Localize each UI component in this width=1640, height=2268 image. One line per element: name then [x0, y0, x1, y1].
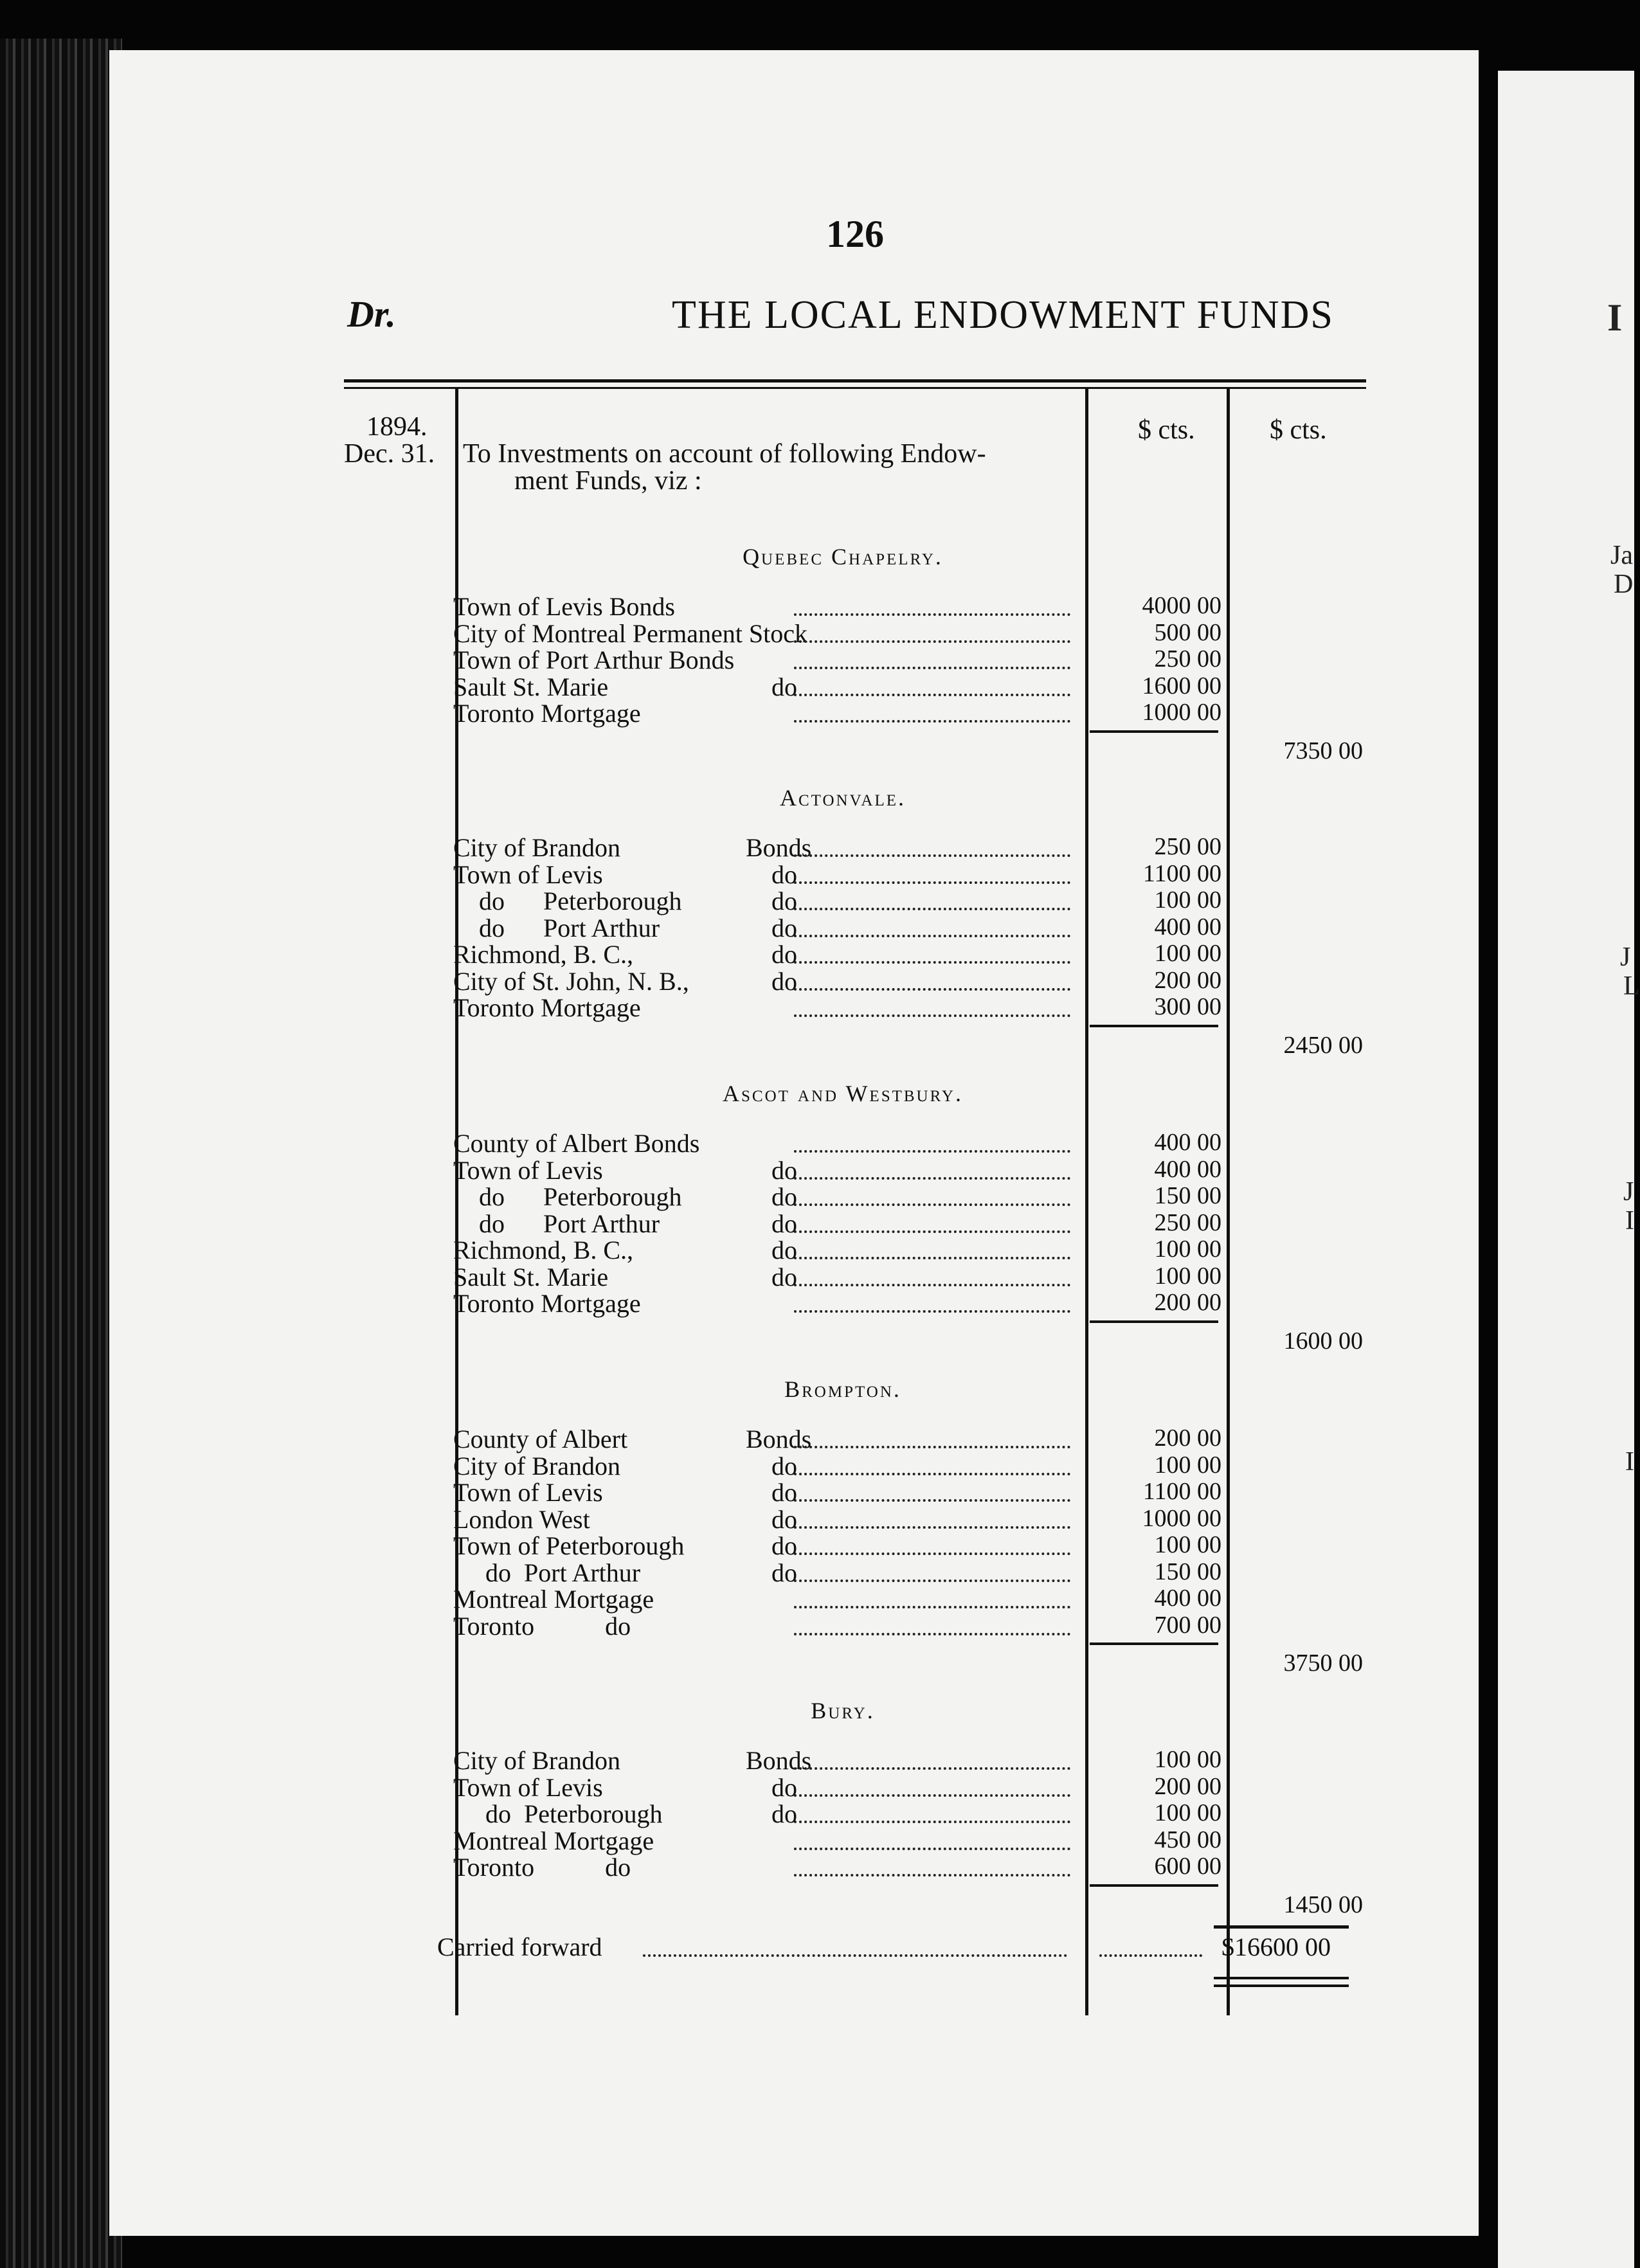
row-amount: 400 00 — [1154, 1155, 1221, 1183]
row-type: do — [771, 940, 797, 969]
row-label: Toronto do — [453, 1611, 631, 1641]
row-type: Bonds — [746, 1746, 812, 1775]
row-label: Town of Port Arthur Bonds — [453, 645, 735, 674]
row-label: do Port Arthur — [453, 913, 660, 942]
leader-dots — [1099, 1954, 1202, 1957]
section-total: 1450 00 — [1283, 1891, 1363, 1918]
subtotal-rule — [1090, 1025, 1218, 1027]
leader-dots — [794, 1446, 1070, 1448]
row-label: Richmond, B. C., — [453, 1236, 634, 1264]
row-amount: 1000 00 — [1142, 699, 1221, 726]
row-label: Town of Levis — [453, 1772, 603, 1802]
section-total: 3750 00 — [1283, 1650, 1363, 1677]
leader-dots — [794, 1821, 1070, 1823]
row-amount: 250 00 — [1154, 1209, 1221, 1236]
leader-dots — [794, 1177, 1070, 1180]
leader-dots — [794, 640, 1070, 643]
column-header-dollars-cents: $ cts. — [1270, 415, 1327, 445]
row-amount: 300 00 — [1154, 993, 1221, 1020]
leader-dots — [643, 1954, 1067, 1957]
row-amount: 250 00 — [1154, 833, 1221, 860]
row-amount: 200 00 — [1154, 1425, 1221, 1452]
leader-dots — [794, 1874, 1070, 1877]
row-type: Bonds — [746, 1425, 812, 1454]
row-type: do — [771, 1236, 797, 1264]
double-rule — [1214, 1985, 1349, 1987]
row-amount: 100 00 — [1154, 887, 1221, 914]
row-label: City of Brandon — [453, 1451, 620, 1480]
row-label: Town of Levis — [453, 860, 603, 889]
row-amount: 200 00 — [1154, 1289, 1221, 1316]
column-header-dollars-cents: $ cts. — [1138, 415, 1195, 445]
intro-line: To Investments on account of following Endow- — [463, 439, 986, 469]
leader-dots — [794, 1230, 1070, 1233]
page-number: 126 — [826, 213, 884, 255]
row-type: do — [771, 913, 797, 942]
row-type: do — [771, 1531, 797, 1560]
facing-page-mark: J — [1623, 1177, 1634, 1207]
row-amount: 400 00 — [1154, 913, 1221, 941]
subtotal-rule — [1090, 1643, 1218, 1645]
header-rule — [344, 387, 1366, 389]
subtotal-rule — [1090, 1884, 1218, 1887]
row-amount: 400 00 — [1154, 1129, 1221, 1156]
date-day: Dec. 31. — [344, 439, 435, 469]
facing-page-mark: L — [1623, 971, 1640, 1001]
row-label: do Peterborough — [453, 1799, 663, 1828]
row-type: do — [771, 966, 797, 996]
row-type: do — [771, 860, 797, 889]
section-heading: Actonvale. — [779, 785, 906, 811]
row-type: do — [771, 1772, 797, 1802]
row-amount: 100 00 — [1154, 1451, 1221, 1479]
row-amount: 100 00 — [1154, 940, 1221, 967]
row-label: Toronto do — [453, 1853, 631, 1882]
carried-forward-total: $16600 00 — [1221, 1932, 1331, 1961]
leader-dots — [794, 1203, 1070, 1206]
row-type: Bonds — [746, 833, 812, 862]
leader-dots — [794, 1526, 1070, 1529]
leader-dots — [794, 720, 1070, 723]
leader-dots — [794, 1473, 1070, 1475]
row-amount: 1000 00 — [1142, 1504, 1221, 1532]
row-label: Sault St. Marie — [453, 1262, 609, 1292]
row-label: do Peterborough — [453, 887, 682, 915]
row-amount: 700 00 — [1154, 1611, 1221, 1639]
row-amount: 450 00 — [1154, 1826, 1221, 1853]
row-label: Toronto Mortgage — [453, 993, 641, 1022]
page-title: THE LOCAL ENDOWMENT FUNDS — [672, 293, 1334, 337]
leader-dots — [794, 988, 1070, 991]
double-rule — [1214, 1925, 1349, 1929]
facing-page-edge — [1498, 71, 1640, 2268]
double-rule — [1214, 1977, 1349, 1979]
row-amount: 250 00 — [1154, 645, 1221, 672]
row-label: Town of Levis — [453, 1478, 603, 1507]
leader-dots — [794, 694, 1070, 696]
row-amount: 600 00 — [1154, 1853, 1221, 1880]
leader-dots — [794, 1310, 1070, 1313]
leader-dots — [794, 1499, 1070, 1502]
row-type: do — [771, 1478, 797, 1507]
leader-dots — [794, 1553, 1070, 1555]
facing-page-mark: I — [1625, 1447, 1634, 1477]
row-type: do — [771, 1209, 797, 1238]
row-type: do — [771, 1262, 797, 1292]
row-label: Toronto Mortgage — [453, 699, 641, 728]
row-label: do Peterborough — [453, 1182, 682, 1211]
row-label: London West — [453, 1504, 590, 1534]
row-type: do — [771, 1451, 797, 1480]
row-label: Sault St. Marie — [453, 672, 609, 701]
leader-dots — [794, 1257, 1070, 1259]
row-amount: 4000 00 — [1142, 592, 1221, 619]
row-amount: 100 00 — [1154, 1746, 1221, 1773]
row-amount: 400 00 — [1154, 1585, 1221, 1612]
row-label: Town of Levis Bonds — [453, 592, 675, 621]
row-type: do — [771, 1558, 797, 1587]
leader-dots — [794, 961, 1070, 964]
row-amount: 150 00 — [1154, 1182, 1221, 1209]
section-heading: Ascot and Westbury. — [723, 1081, 963, 1106]
row-type: do — [771, 887, 797, 915]
row-amount: 100 00 — [1154, 1799, 1221, 1826]
leader-dots — [794, 1848, 1070, 1850]
leader-dots — [794, 935, 1070, 937]
section-total: 7350 00 — [1283, 737, 1363, 764]
section-heading: Quebec Chapelry. — [743, 544, 943, 570]
row-type: do — [771, 1504, 797, 1534]
date-year: 1894. — [366, 412, 428, 442]
facing-page-mark: I — [1607, 296, 1623, 339]
leader-dots — [794, 1633, 1070, 1635]
facing-page-mark: D — [1614, 570, 1634, 599]
row-label: County of Albert Bonds — [453, 1129, 700, 1158]
leader-dots — [794, 1767, 1070, 1770]
row-label: Richmond, B. C., — [453, 940, 634, 969]
row-label: City of Brandon — [453, 1746, 620, 1775]
facing-page-mark: Ja — [1610, 541, 1633, 570]
header-rule — [344, 379, 1366, 382]
leader-dots — [794, 1580, 1070, 1582]
total-column-rule — [1227, 389, 1230, 2015]
row-amount: 100 00 — [1154, 1531, 1221, 1558]
row-amount: 150 00 — [1154, 1558, 1221, 1585]
leader-dots — [794, 854, 1070, 857]
leader-dots — [794, 1150, 1070, 1153]
row-label: County of Albert — [453, 1425, 628, 1454]
row-amount: 200 00 — [1154, 966, 1221, 994]
section-total: 2450 00 — [1283, 1031, 1363, 1059]
row-label: City of St. John, N. B., — [453, 966, 689, 996]
row-type: do — [771, 672, 797, 701]
section-total: 1600 00 — [1283, 1327, 1363, 1354]
leader-dots — [794, 613, 1070, 616]
row-label: Town of Levis — [453, 1155, 603, 1185]
row-type: do — [771, 1799, 797, 1828]
section-heading: Bury. — [811, 1698, 875, 1724]
subtotal-rule — [1090, 1320, 1218, 1323]
intro-line: ment Funds, viz : — [514, 466, 702, 496]
row-amount: 1100 00 — [1142, 1478, 1221, 1505]
debit-label: Dr. — [347, 293, 396, 335]
facing-page-mark: J — [1620, 942, 1631, 972]
facing-page-mark: I — [1625, 1206, 1634, 1236]
row-label: do Port Arthur — [453, 1209, 660, 1238]
carried-forward-label: Carried forward — [437, 1932, 602, 1961]
row-amount: 500 00 — [1154, 618, 1221, 646]
row-type: do — [771, 1182, 797, 1211]
row-label: City of Montreal Permanent Stock — [453, 618, 808, 648]
subtotal-rule — [1090, 730, 1218, 733]
leader-dots — [794, 1014, 1070, 1017]
leader-dots — [794, 908, 1070, 910]
row-label: City of Brandon — [453, 833, 620, 862]
leader-dots — [794, 667, 1070, 669]
row-label: Montreal Mortgage — [453, 1585, 654, 1614]
row-amount: 1600 00 — [1142, 672, 1221, 699]
row-type: do — [771, 1155, 797, 1185]
leader-dots — [794, 881, 1070, 884]
section-heading: Brompton. — [784, 1376, 901, 1402]
row-label: Montreal Mortgage — [453, 1826, 654, 1855]
leader-dots — [794, 1794, 1070, 1797]
leader-dots — [794, 1606, 1070, 1608]
row-amount: 100 00 — [1154, 1262, 1221, 1290]
row-amount: 1100 00 — [1142, 860, 1221, 887]
book-binding — [0, 39, 122, 2268]
row-amount: 200 00 — [1154, 1772, 1221, 1800]
row-label: Town of Peterborough — [453, 1531, 685, 1560]
row-label: do Port Arthur — [453, 1558, 641, 1587]
row-label: Toronto Mortgage — [453, 1289, 641, 1318]
leader-dots — [794, 1284, 1070, 1286]
row-amount: 100 00 — [1154, 1236, 1221, 1263]
